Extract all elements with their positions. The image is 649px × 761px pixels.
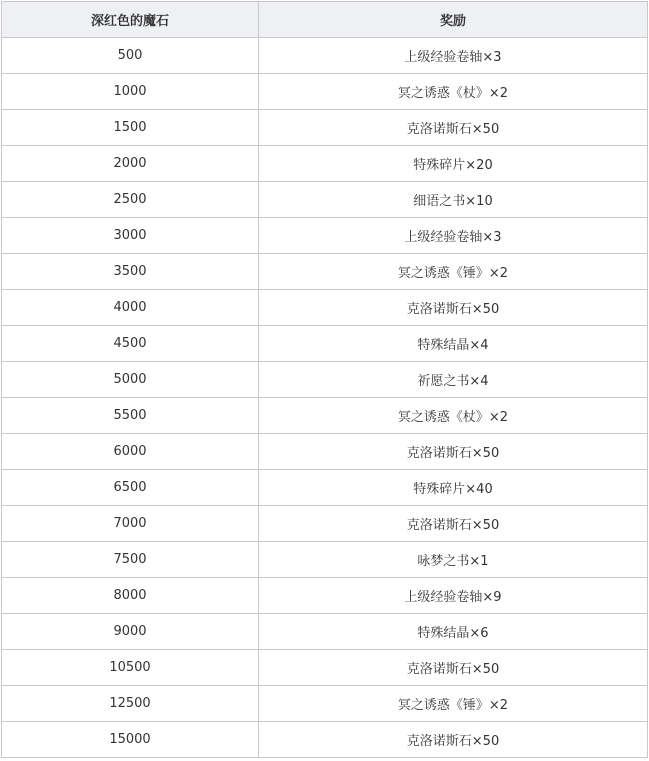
reward-cell: 冥之诱惑《锤》×2 (259, 686, 648, 722)
table-row (2, 146, 648, 182)
reward-cell: 克洛诺斯石×50 (259, 110, 648, 146)
stone-count-cell: 5000 (2, 362, 259, 398)
stone-count-cell: 2500 (2, 182, 259, 218)
table-header (2, 2, 648, 38)
table-row (2, 326, 648, 362)
table-row (2, 254, 648, 290)
reward-cell: 克洛诺斯石×50 (259, 650, 648, 686)
stone-count-cell: 4000 (2, 290, 259, 326)
stone-count-cell: 9000 (2, 614, 259, 650)
table-body (2, 38, 648, 758)
reward-cell: 冥之诱惑《杖》×2 (259, 398, 648, 434)
stone-count-cell: 500 (2, 38, 259, 74)
stone-count-cell: 12500 (2, 686, 259, 722)
reward-cell: 克洛诺斯石×50 (259, 722, 648, 758)
stone-count-cell: 6500 (2, 470, 259, 506)
reward-table (1, 1, 648, 758)
table-row (2, 506, 648, 542)
reward-cell: 克洛诺斯石×50 (259, 290, 648, 326)
reward-cell: 上级经验卷轴×9 (259, 578, 648, 614)
reward-cell: 祈愿之书×4 (259, 362, 648, 398)
table-row (2, 362, 648, 398)
table-row (2, 398, 648, 434)
reward-cell: 上级经验卷轴×3 (259, 38, 648, 74)
table-row (2, 434, 648, 470)
stone-count-cell: 3500 (2, 254, 259, 290)
table-row (2, 542, 648, 578)
stone-count-cell: 4500 (2, 326, 259, 362)
table-row (2, 74, 648, 110)
stone-count-cell: 1000 (2, 74, 259, 110)
stone-count-cell: 2000 (2, 146, 259, 182)
stone-count-cell: 15000 (2, 722, 259, 758)
stone-count-cell: 7000 (2, 506, 259, 542)
table-row (2, 182, 648, 218)
stone-count-cell: 6000 (2, 434, 259, 470)
table-row (2, 290, 648, 326)
stone-count-cell: 7500 (2, 542, 259, 578)
stone-count-cell: 5500 (2, 398, 259, 434)
reward-cell: 克洛诺斯石×50 (259, 434, 648, 470)
reward-cell: 上级经验卷轴×3 (259, 218, 648, 254)
reward-cell: 细语之书×10 (259, 182, 648, 218)
table-row (2, 650, 648, 686)
table-row (2, 578, 648, 614)
reward-cell: 特殊结晶×6 (259, 614, 648, 650)
stone-count-cell: 8000 (2, 578, 259, 614)
table-row (2, 38, 648, 74)
reward-cell: 特殊碎片×40 (259, 470, 648, 506)
reward-cell: 特殊结晶×4 (259, 326, 648, 362)
stone-count-cell: 3000 (2, 218, 259, 254)
table-row (2, 218, 648, 254)
reward-cell: 冥之诱惑《杖》×2 (259, 74, 648, 110)
reward-cell: 冥之诱惑《锤》×2 (259, 254, 648, 290)
table-row (2, 686, 648, 722)
table-row (2, 614, 648, 650)
stone-count-cell: 1500 (2, 110, 259, 146)
reward-cell: 咏梦之书×1 (259, 542, 648, 578)
stone-count-cell: 10500 (2, 650, 259, 686)
table-row (2, 722, 648, 758)
reward-cell: 克洛诺斯石×50 (259, 506, 648, 542)
table-row (2, 110, 648, 146)
header-reward: 奖励 (259, 2, 648, 38)
header-row (2, 2, 648, 38)
reward-cell: 特殊碎片×20 (259, 146, 648, 182)
header-crimson-stone: 深红色的魔石 (2, 2, 259, 38)
table-row (2, 470, 648, 506)
